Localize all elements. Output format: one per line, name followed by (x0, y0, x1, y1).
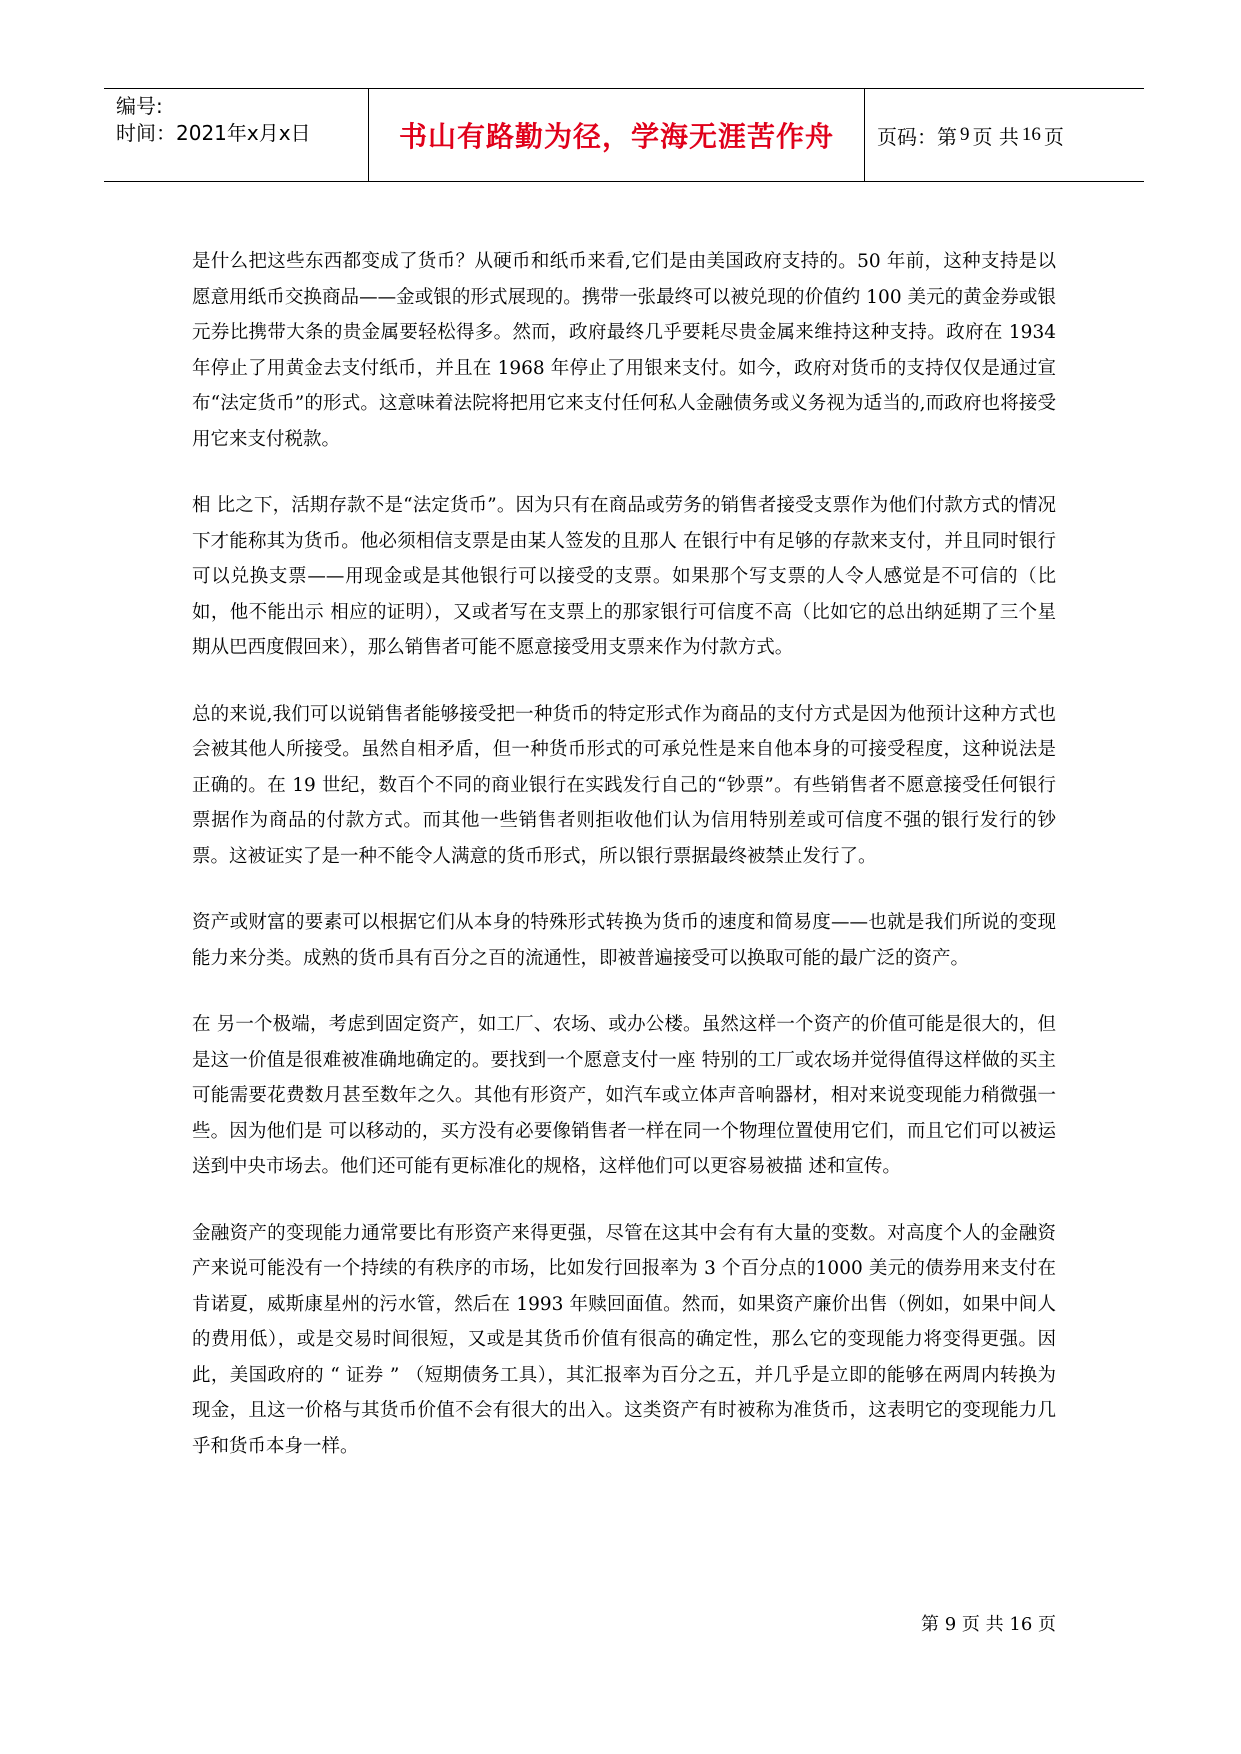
header-motto: 书山有路勤为径，学海无涯苦作舟 (398, 120, 834, 153)
paragraph-1: 是什么把这些东西都变成了货币？从硬币和纸币来看,它们是由美国政府支持的。50 年前，这种支持是以愿意用纸币交换商品——金或银的形式展现的。携带一张最终可以被兑现的价值约 100 美元的黄金券或银元券比携带大条的贵金属要轻松得多。然而，政府最终几乎要耗尽贵金属来维持这种支持。政府在 1934 年停止了用黄金去支付纸币，并且在 1968 年停止了用银来支付。如今，政府对货币的支持仅仅是通过宣布“法定货币”的形式。这意味着法院将把用它来支付任何私人金融债务或义务视为适当的,而政府也将接受用它来支付税款。 (192, 251, 1056, 450)
page-suffix: 页 (1043, 124, 1064, 149)
header-meta (104, 89, 369, 181)
page-header (104, 88, 1144, 182)
paragraph-6: 金融资产的变现能力通常要比有形资产来得更强，尽管在这其中会有有大量的变数。对高度个人的金融资产来说可能没有一个持续的有秩序的市场，比如发行回报率为 3 个百分点的1000 美元的债券用来支付在肯诺夏，威斯康星州的污水管，然后在 1993 年赎回面值。然而，如果资产廉价出售（例如，如果中间人的费用低），或是交易时间很短，又或是其货币价值有很高的确定性，那么它的变现能力将变得更强。因此，美国政府的 “ 证券 ” （短期债务工具），其汇报率为百分之五，并几乎是立即的能够在两周内转换为现金，且这一价格与其货币价值不会有很大的出入。这类资产有时被称为准货币，这表明它的变现能力几乎和货币本身一样。 (192, 1222, 1056, 1457)
serial-number-label: 编号: (116, 94, 163, 118)
header-motto-cell (369, 89, 865, 181)
page-current: 9 (960, 124, 970, 145)
page-mid: 页 共 (972, 124, 1019, 149)
header-page-info (865, 89, 1144, 181)
document-body (192, 244, 1056, 1495)
time-value: 2021年x月x日 (176, 121, 311, 145)
time-label: 时间： (116, 121, 176, 145)
page-total: 16 (1021, 124, 1041, 145)
time-line (116, 120, 368, 147)
paragraph-2: 相 比之下，活期存款不是“法定货币”。因为只有在商品或劳务的销售者接受支票作为他们付款方式的情况下才能称其为货币。他必须相信支票是由某人签发的且那人 在银行中有足够的存款来支付，并且同时银行可以兑换支票——用现金或是其他银行可以接受的支票。如果那个写支票的人令人感觉是不可信的（比如，他不能出示 相应的证明），又或者写在支票上的那家银行可信度不高（比如它的总出纳延期了三个星期从巴西度假回来），那么销售者可能不愿意接受用支票来作为付款方式。 (192, 495, 1056, 658)
paragraph-5: 在 另一个极端，考虑到固定资产，如工厂、农场、或办公楼。虽然这样一个资产的价值可能是很大的，但是这一价值是很难被准确地确定的。要找到一个愿意支付一座 特别的工厂或农场并觉得值得这样做的买主可能需要花费数月甚至数年之久。其他有形资产，如汽车或立体声音响器材，相对来说变现能力稍微强一些。因为他们是 可以移动的，买方没有必要像销售者一样在同一个物理位置使用它们，而且它们可以被运送到中央市场去。他们还可能有更标准化的规格，这样他们可以更容易被描 述和宣传。 (192, 1014, 1056, 1177)
page-prefix: 页码：第 (877, 124, 957, 149)
paragraph-3: 总的来说,我们可以说销售者能够接受把一种货币的特定形式作为商品的支付方式是因为他预计这种方式也会被其他人所接受。虽然自相矛盾，但一种货币形式的可承兑性是来自他本身的可接受程度，这种说法是正确的。在 19 世纪，数百个不同的商业银行在实践发行自己的“钞票”。有些销售者不愿意接受任何银行票据作为商品的付款方式。而其他一些销售者则拒收他们认为信用特别差或可信度不强的银行发行的钞票。这被证实了是一种不能令人满意的货币形式，所以银行票据最终被禁止发行了。 (192, 703, 1056, 867)
page-footer: 第 9 页 共 16 页 (921, 1614, 1056, 1635)
paragraph-4: 资产或财富的要素可以根据它们从本身的特殊形式转换为货币的速度和简易度——也就是我们所说的变现能力来分类。成熟的货币具有百分之百的流通性，即被普遍接受可以换取可能的最广泛的资产。 (192, 912, 1056, 969)
